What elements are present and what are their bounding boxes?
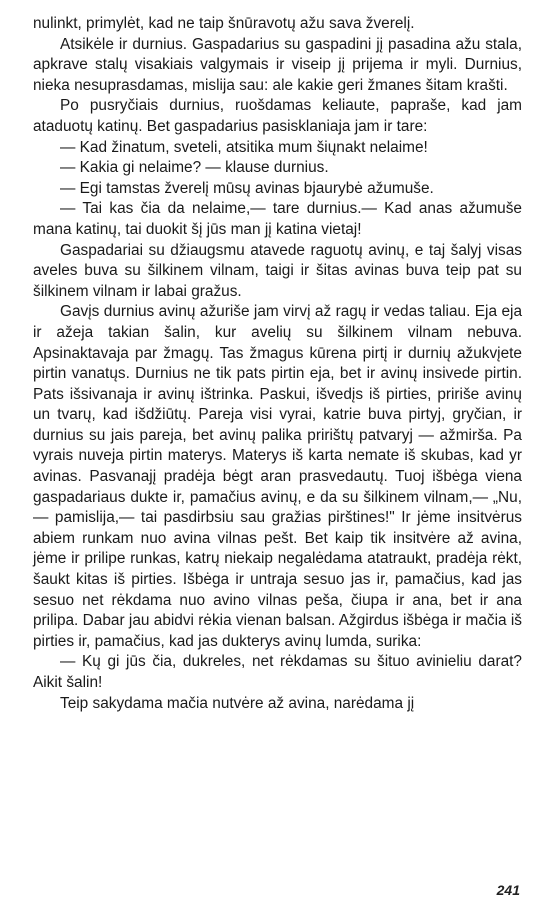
page-number: 241 [496,882,520,898]
paragraph: Teip sakydama mačia nutvėre až avina, narėdama jį [60,694,415,712]
dialogue-line: — Tai kas čia da nelaime,— tare durnius.— Kad anas ažumuše mana katinų, tai duokit šį jūs man jį katina vietaj! [33,200,522,238]
page-text [33,14,522,714]
paragraph: Gavįs durnius avinų ažuriše jam virvį až ragų ir vedas taliau. Eja eja ir ažeja takian šalin, kur avelių su šilkinem vilnam nebuva. Apsinaktavaja par žmagų. Tas žmagus kūrena pirtį ir durnių ažukvįete pirtin vanatųs. Durnius ne tik pats pirtin eja, bet ir avinų insivede pirtin. Pats išsivanaja ir avinų ištrinka. Paskui, išvedįs iš pirties, pririše avinų un tvarų, kad išdžiūtų. Pareja visi vyrai, katrie buva pirtyj, gryčian, ir durnius su jais pareja, bet avinų palika pririštų patvaryj — ažmirša. Pa vyrais nuveja pirtin materys. Materys iš karta nemate iš skubas, kad yr avinas. Pasvanajį pradėja bėgt aran prasvedautų. Tuoj išbėga viena gaspadariaus dukte ir, pamačius avinų, e da su šilkinem vilnam,— „Nu,— pamislija,— tai pasdirbsiu sau gražias pirštines!" Ir jėme insitvėrus abiem runkam nuo avina vilnas pešt. Bet kaip tik insitvėre až avina, jėme ir prilipe runkas, katrų niekaip negalėdama atatraukt, pradėja rėkt, šaukt kitas iš pirties. Išbėga ir untraja sesuo jas ir, pamačius, kad jas sesuo net rėkdama nuo avino vilnas peša, čiupa ir ana, bet ir ana prilipa. Dabar jau abidvi rėkia vienan balsan. Ažgirdus išbėga ir mačia iš pirties ir, pamačius, kad jas dukterys avinų lumda, surika: [33,303,522,650]
dialogue-line: — Kad žinatum, sveteli, atsitika mum šiųnakt nelaime! [60,138,428,156]
paragraph: nulinkt, primylėt, kad ne taip šnūravotų ažu sava žverelį. [33,15,415,32]
paragraph: Gaspadariai su džiaugsmu atavede raguotų avinų, e taj šalyj visas aveles buva su šilkinem vilnam, taigi ir šitas avinas buva teip pat su šilkinem vilnam ir labai gražus. [33,241,522,300]
dialogue-line: — Kų gi jūs čia, dukreles, net rėkdamas su šituo avinieliu darat? Aikit šalin! [33,653,522,691]
paragraph: Po pusryčiais durnius, ruošdamas keliaute, papraše, kad jam ataduotų katinų. Bet gaspadarius pasisklaniaja jam ir tare: [33,97,522,135]
dialogue-line: — Kakia gi nelaime? — klause durnius. [60,159,329,177]
paragraph: Atsikėle ir durnius. Gaspadarius su gaspadini jį pasadina ažu stala, apkrave stalų visakiais valgymais ir viseip jį prijema ir myli. Durnius, nieka nesuprasdamas, mislija sau: ale kakie geri žmanes šitam krašti. [33,35,522,94]
dialogue-line: — Egi tamstas žverelį mūsų avinas bjaurybė ažumuše. [60,179,434,197]
